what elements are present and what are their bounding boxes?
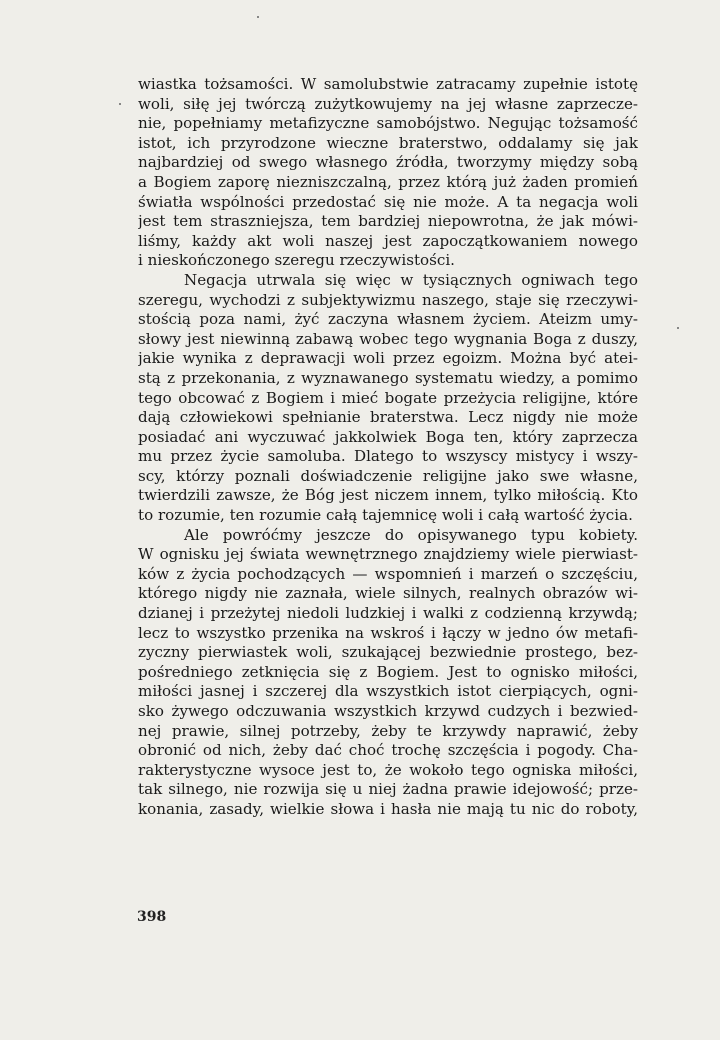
- text-line: słowy jest niewinną zabawą wobec tego wygnania Boga z duszy,: [138, 329, 638, 348]
- text-line: stą z przekonania, z wyznawanego systematu wiedzy, a pomimo: [138, 368, 638, 387]
- scan-speck: [119, 103, 121, 105]
- text-line: nej prawie, silnej potrzeby, żeby te krzywdy naprawić, żeby: [138, 721, 638, 740]
- text-line: tak silnego, nie rozwija się u niej żadna prawie idejowość; prze-: [138, 780, 638, 799]
- text-line: szeregu, wychodzi z subjektywizmu naszego, staje się rzeczywi-: [138, 290, 638, 309]
- text-line: woli, siłę jej twórczą zużytkowujemy na jej własne zaprzecze-: [138, 94, 638, 113]
- text-line: miłości jasnej i szczerej dla wszystkich istot cierpiących, ogni-: [138, 682, 638, 701]
- text-line: posiadać ani wyczuwać jakkolwiek Boga ten, który zaprzecza: [138, 427, 638, 446]
- text-line: światła wspólności przedostać się nie może. A ta negacja woli: [138, 192, 638, 211]
- text-line: mu przez życie samoluba. Dlatego to wszyscy mistycy i wszy-: [138, 447, 638, 466]
- text-line: zyczny pierwiastek woli, szukającej bezwiednie prostego, bez-: [138, 643, 638, 662]
- text-line: tego obcować z Bogiem i mieć bogate przeżycia religijne, które: [138, 388, 638, 407]
- text-line: i nieskończonego szeregu rzeczywistości.: [138, 251, 455, 270]
- text-line: liśmy, każdy akt woli naszej jest zapoczątkowaniem nowego: [138, 231, 638, 250]
- text-line: ków z życia pochodzących — wspomnień i marzeń o szczęściu,: [138, 564, 638, 583]
- text-line: twierdzili zawsze, że Bóg jest niczem innem, tylko miłością. Kto: [138, 486, 638, 505]
- text-line: nie, popełniamy metafizyczne samobójstwo. Negując tożsamość: [138, 114, 638, 133]
- text-line: a Bogiem zaporę niezniszczalną, przez którą już żaden promień: [138, 172, 638, 191]
- text-line: jakie wynika z deprawacji woli przez egoizm. Można być atei-: [138, 349, 638, 368]
- text-line: którego nigdy nie zaznała, wiele silnych, realnych obrazów wi-: [138, 584, 638, 603]
- paragraph-3: [138, 526, 638, 820]
- text-line: sko żywego odczuwania wszystkich krzywd cudzych i bezwied-: [138, 702, 638, 720]
- text-line: to rozumie, ten rozumie całą tajemnicę woli i całą wartość życia.: [138, 506, 633, 525]
- scan-speck: [677, 327, 679, 329]
- text-line: istot, ich przyrodzone wieczne braterstwo, oddalamy się jak: [138, 133, 638, 152]
- scan-speck: [257, 16, 259, 18]
- text-line: najbardziej od swego własnego źródła, tworzymy między sobą: [138, 153, 638, 172]
- text-line: dzianej i przeżytej niedoli ludzkiej i walki z codzienną krzywdą;: [138, 604, 638, 623]
- text-line: Negacja utrwala się więc w tysiącznych ogniwach tego: [184, 270, 638, 289]
- text-line: dają człowiekowi spełnianie braterstwa. Lecz nigdy nie może: [138, 408, 638, 427]
- text-line: rakterystyczne wysoce jest to, że wokoło tego ogniska miłości,: [138, 760, 638, 779]
- page-number: 398: [137, 909, 167, 925]
- text-line: lecz to wszystko przenika na wskroś i łączy w jedno ów metafi-: [138, 623, 638, 642]
- body-text: [138, 75, 638, 820]
- text-line: Ale powróćmy jeszcze do opisywanego typu kobiety.: [184, 525, 638, 544]
- paragraph-2: [138, 271, 638, 526]
- text-line: scy, którzy poznali doświadczenie religijne jako swe własne,: [138, 466, 638, 485]
- text-line: W ognisku jej świata wewnętrznego znajdziemy wiele pierwiast-: [138, 545, 638, 564]
- text-line: stością poza nami, żyć zaczyna własnem życiem. Ateizm umy-: [138, 310, 638, 329]
- paragraph-1: [138, 75, 638, 271]
- text-line: obronić od nich, żeby dać choć trochę szczęścia i pogody. Cha-: [138, 741, 638, 760]
- text-line: pośredniego zetknięcia się z Bogiem. Jest to ognisko miłości,: [138, 662, 638, 681]
- text-line: jest tem straszniejsza, tem bardziej niepowrotna, że jak mówi-: [138, 212, 638, 231]
- text-line: konania, zasady, wielkie słowa i hasła nie mają tu nic do roboty,: [138, 799, 638, 818]
- text-line: wiastka tożsamości. W samolubstwie zatracamy zupełnie istotę: [138, 75, 638, 93]
